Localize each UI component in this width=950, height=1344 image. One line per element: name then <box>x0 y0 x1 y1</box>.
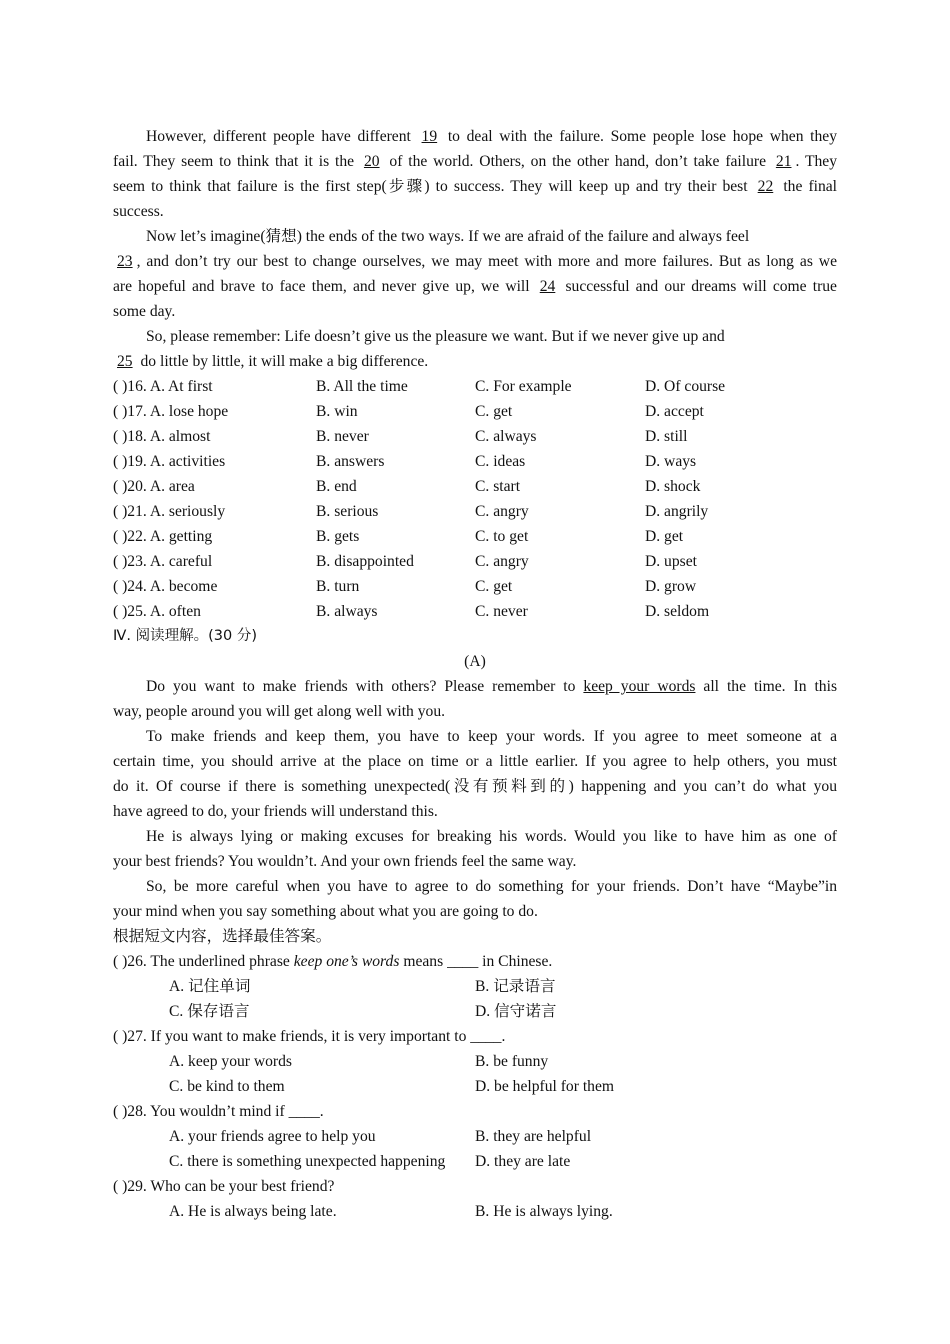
cloze-p1-line3 <box>113 174 837 199</box>
reading-p3-line1: He is always lying or making excuses for breaking his words. Would you like to have him as one of <box>146 828 837 845</box>
option-c[interactable]: C. get <box>475 578 513 595</box>
exam-page <box>113 124 837 1224</box>
text: all the time. In this <box>703 678 838 695</box>
cloze-p2-line4: some day. <box>113 303 176 320</box>
reading-p2-line4: have agreed to do, your friends will understand this. <box>113 803 438 820</box>
answers-28-cd <box>113 1149 837 1174</box>
question-27: ( )27. If you want to make friends, it is very important to ____. <box>113 1028 506 1045</box>
instruction: 根据短文内容，选择最佳答案。 <box>113 928 332 945</box>
option-d[interactable]: D. seldom <box>645 603 710 620</box>
option-row-21 <box>113 499 837 524</box>
option-a[interactable]: ( )19. A. activities <box>113 453 226 470</box>
option-b[interactable]: B. turn <box>316 578 360 595</box>
text: to deal with the failure. Some people lose hope when they <box>447 128 838 145</box>
option-d[interactable]: D. angrily <box>645 503 709 520</box>
option-a[interactable]: A. your friends agree to help you <box>169 1128 376 1145</box>
option-b[interactable]: B. always <box>316 603 378 620</box>
option-b[interactable]: B. win <box>316 403 358 420</box>
option-c[interactable]: C. ideas <box>475 453 526 470</box>
option-a[interactable]: ( )16. A. At first <box>113 378 213 395</box>
blank-25: 25 <box>117 353 133 370</box>
text: successful and our dreams will come true <box>565 278 837 295</box>
option-b[interactable]: B. be funny <box>475 1053 549 1070</box>
option-d[interactable]: D. get <box>645 528 684 545</box>
option-b[interactable]: B. never <box>316 428 369 445</box>
option-row-18 <box>113 424 837 449</box>
cloze-p1-line2 <box>113 149 837 174</box>
cloze-p2-line3 <box>113 274 837 299</box>
reading-p2-line2: certain time, you should arrive at the place on time or a little earlier. If you agree to help others, you must <box>113 753 837 770</box>
option-b[interactable]: B. answers <box>316 453 385 470</box>
cloze-p1-line1 <box>113 124 837 149</box>
underlined-phrase: keep your words <box>583 678 696 695</box>
blank-22: 22 <box>757 178 774 195</box>
reading-p1-line2: way, people around you will get along well with you. <box>113 703 446 720</box>
option-b[interactable]: B. 记录语言 <box>475 978 556 995</box>
option-d[interactable]: D. ways <box>645 453 697 470</box>
answers-26-cd <box>113 999 837 1024</box>
reading-p4-line1: So, be more careful when you have to agree to do something for your friends. Don’t have “Maybe”in <box>146 878 837 895</box>
option-b[interactable]: B. end <box>316 478 357 495</box>
answers-26-ab <box>113 974 837 999</box>
option-d[interactable]: D. upset <box>645 553 697 570</box>
reading-p3-line2: your best friends? You wouldn’t. And your own friends feel the same way. <box>113 853 577 870</box>
reading-p4-line2: your mind when you say something about what you are going to do. <box>113 903 538 920</box>
question-29: ( )29. Who can be your best friend? <box>113 1178 335 1195</box>
option-b[interactable]: B. All the time <box>316 378 408 395</box>
option-d[interactable]: D. be helpful for them <box>475 1078 615 1095</box>
option-a[interactable]: ( )18. A. almost <box>113 428 211 445</box>
blank-23: 23 <box>117 253 133 270</box>
option-d[interactable]: D. still <box>645 428 688 445</box>
reading-p1-line1 <box>113 674 837 699</box>
blank-20: 20 <box>363 153 380 170</box>
blank-24: 24 <box>539 278 556 295</box>
text: of the world. Others, on the other hand, don’t take failure <box>389 153 767 170</box>
text: do little by little, it will make a big difference. <box>140 353 429 370</box>
reading-p2-line3: do it. Of course if there is something unexpected(没有预料到的) happening and you can’t do what you <box>113 778 837 795</box>
reading-p2-line1: To make friends and keep them, you have to keep your words. If you agree to meet someone at a <box>146 728 837 745</box>
option-row-19 <box>113 449 837 474</box>
text: ( )26. The underlined phrase <box>113 953 290 970</box>
text: , and don’t try our best to change ourselves, we may meet with more and more failures. But as long as we <box>136 253 837 270</box>
text: means ____ in Chinese. <box>403 953 553 970</box>
option-c[interactable]: C. start <box>475 478 521 495</box>
option-b[interactable]: B. disappointed <box>316 553 414 570</box>
answers-29-ab <box>113 1199 837 1224</box>
cloze-p2-line2 <box>113 249 837 274</box>
option-row-23 <box>113 549 837 574</box>
option-a[interactable]: ( )23. A. careful <box>113 553 213 570</box>
text: the final <box>783 178 838 195</box>
option-c[interactable]: C. to get <box>475 528 529 545</box>
blank-21: 21 <box>775 153 792 170</box>
option-d[interactable]: D. shock <box>645 478 701 495</box>
cloze-p2-line1: Now let’s imagine(猜想) the ends of the two ways. If we are afraid of the failure and always feel <box>146 228 750 245</box>
option-b[interactable]: B. serious <box>316 503 379 520</box>
option-row-17 <box>113 399 837 424</box>
option-d[interactable]: D. they are late <box>475 1153 571 1170</box>
option-row-25 <box>113 599 837 624</box>
option-row-20 <box>113 474 837 499</box>
option-c[interactable]: C. get <box>475 403 513 420</box>
option-b[interactable]: B. gets <box>316 528 360 545</box>
option-d[interactable]: D. grow <box>645 578 697 595</box>
italic-phrase: keep one’s words <box>293 953 400 970</box>
text: are hopeful and brave to face them, and never give up, we will <box>113 278 530 295</box>
option-b[interactable]: B. He is always lying. <box>475 1203 613 1220</box>
answers-28-ab <box>113 1124 837 1149</box>
text: . They <box>795 153 838 170</box>
option-c[interactable]: C. angry <box>475 503 529 520</box>
option-c[interactable]: C. 保存语言 <box>169 1003 250 1020</box>
text: fail. They seem to think that it is the <box>113 153 355 170</box>
option-d[interactable]: D. accept <box>645 403 704 420</box>
cloze-p3-line1: So, please remember: Life doesn’t give us the pleasure we want. But if we never give up and <box>146 328 725 345</box>
passage-label: (A) <box>464 653 486 670</box>
option-a[interactable]: A. keep your words <box>169 1053 292 1070</box>
option-a[interactable]: A. He is always being late. <box>169 1203 337 1220</box>
option-d[interactable]: D. Of course <box>645 378 726 395</box>
option-row-16 <box>113 374 837 399</box>
option-c[interactable]: C. be kind to them <box>169 1078 285 1095</box>
text: seem to think that failure is the first step(步骤) to success. They will keep up and try their best <box>113 178 748 195</box>
option-a[interactable]: ( )21. A. seriously <box>113 503 226 520</box>
option-c[interactable]: C. always <box>475 428 537 445</box>
option-a[interactable]: ( )20. A. area <box>113 478 195 495</box>
option-d[interactable]: D. 信守诺言 <box>475 1003 557 1020</box>
option-c[interactable]: C. For example <box>475 378 572 395</box>
option-row-22 <box>113 524 837 549</box>
cloze-p3-line2 <box>113 349 837 374</box>
option-c[interactable]: C. never <box>475 603 528 620</box>
blank-19: 19 <box>421 128 438 145</box>
section-heading: Ⅳ. 阅读理解。(30 分) <box>113 628 257 644</box>
option-b[interactable]: B. they are helpful <box>475 1128 592 1145</box>
option-row-24 <box>113 574 837 599</box>
option-c[interactable]: C. angry <box>475 553 529 570</box>
option-a[interactable]: A. 记住单词 <box>169 978 251 995</box>
question-26 <box>113 949 837 974</box>
option-a[interactable]: ( )24. A. become <box>113 578 218 595</box>
text: Do you want to make friends with others? Please remember to <box>146 678 576 695</box>
option-a[interactable]: ( )17. A. lose hope <box>113 403 229 420</box>
option-a[interactable]: ( )25. A. often <box>113 603 201 620</box>
cloze-p1-line4: success. <box>113 203 164 220</box>
answers-27-cd <box>113 1074 837 1099</box>
question-28: ( )28. You wouldn’t mind if ____. <box>113 1103 324 1120</box>
option-c[interactable]: C. there is something unexpected happening <box>169 1153 446 1170</box>
option-a[interactable]: ( )22. A. getting <box>113 528 213 545</box>
text: However, different people have different <box>146 128 411 145</box>
answers-27-ab <box>113 1049 837 1074</box>
